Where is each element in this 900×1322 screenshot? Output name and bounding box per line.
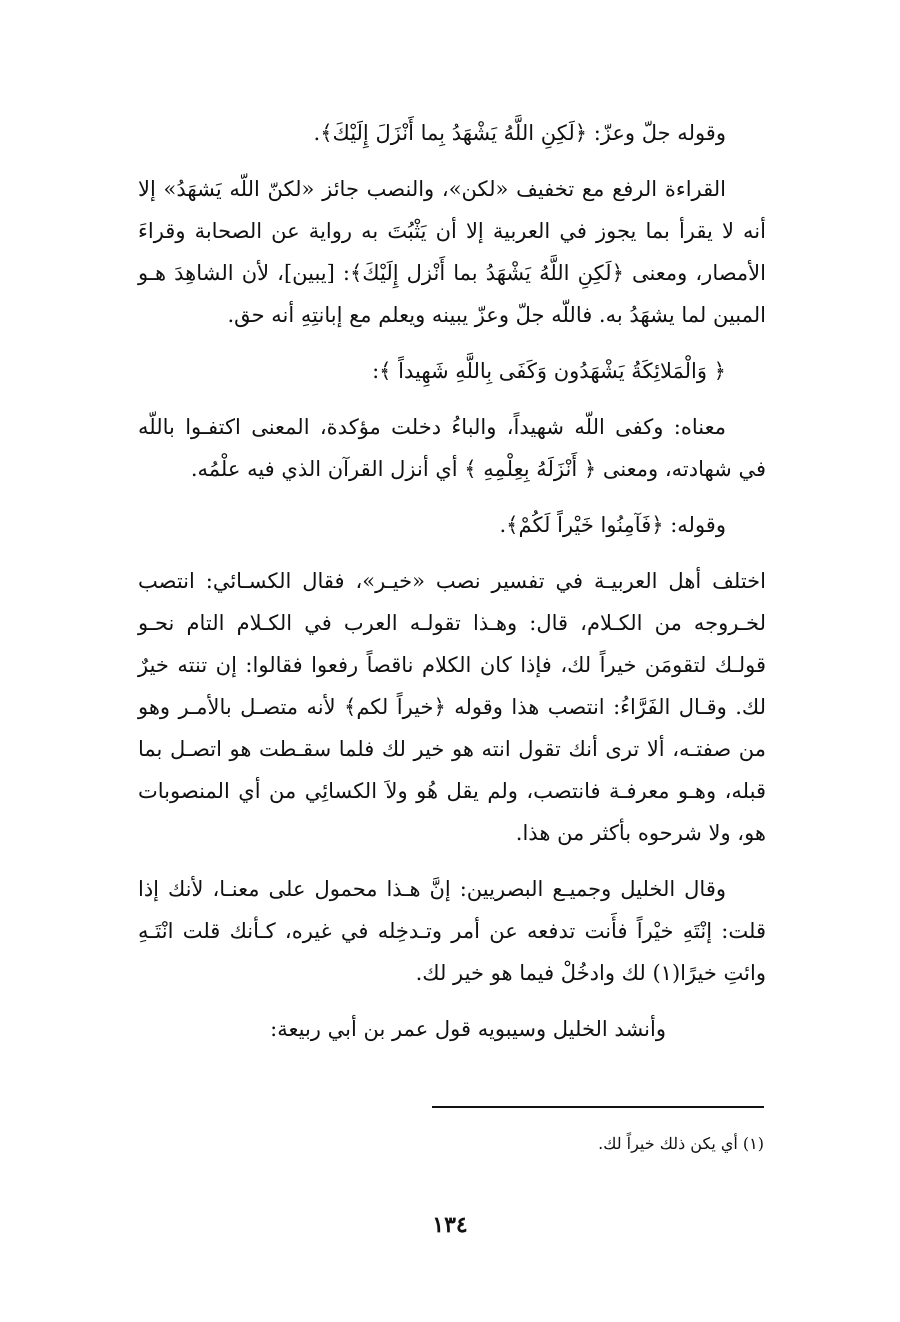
- footnote: (١) أي يكن ذلك خيراً لك.: [598, 1134, 764, 1153]
- paragraph-verse-quote-1: وقوله جلّ وعزّ: ﴿لَكِنِ اللَّهُ يَشْهَدُ بِما أَنْزَلَ إِلَيْكَ﴾.: [313, 121, 726, 145]
- paragraph-meaning: معناه: وكفى اللّه شهيداً، والباءُ دخلت مؤكدة، المعنى اكتفـوا باللّه في شهادته، ومعنى ﴿ أَنْزَلَهُ بِعِلْمِهِ ﴾ أي أنزل القرآن الذي فيه علْمُه.: [138, 415, 766, 481]
- footnote-divider: [432, 1106, 764, 1108]
- paragraph-verse-quote-3: وقوله: ﴿فَآمِنُوا خَيْراً لَكُمْ﴾.: [499, 513, 726, 537]
- page-number: ١٣٤: [432, 1212, 468, 1238]
- paragraph-reading-explanation: القراءة الرفع مع تخفيف «لكن»، والنصب جائز «لكنّ اللّه يَشهَدُ» إلا أنه لا يقرأ بما يجوز في العربية إلا أن يَثْبُتَ به رواية عن الصحابة وقراءَ الأمصار، ومعنى ﴿لَكِنِ اللَّهُ يَشْهَدُ بما أَنْزل إِلَيْكَ﴾: [يبين]، لأن الشاهِدَ هـو المبين لما يشهَدُ به. فاللّه جلّ وعزّ يبينه ويعلم مع إبانتِهِ أنه حق.: [138, 177, 766, 327]
- paragraph-grammar-dispute: اختلف أهل العربيـة في تفسير نصب «خيـر»، فقال الكسـائي: انتصب لخـروجه من الكـلام، قال: وهـذا تقولـه العرب في الكـلام التام نحـو قولـك لتقومَن خيراً لك، فإذا كان الكلام ناقصاً رفعوا فقالوا: إن تنته خيرٌ لك. وقـال الفَرَّاءُ: انتصب هذا وقوله ﴿خيراً لكم﴾ لأنه متصـل بالأمـر وهو من صفتـه، ألا ترى أنك تقول انته هو خير لك فلما سقـطت هو اتصـل بما قبله، وهـو معرفـة فانتصب، ولم يقل هُو ولاَ الكسائِي من أي المنصوبات هو، ولا شرحوه بأكثر من هذا.: [138, 569, 766, 845]
- main-text: [138, 112, 766, 1050]
- paragraph-poetry-intro: وأنشد الخليل وسيبويه قول عمر بن أبي ربيعة:: [270, 1017, 666, 1041]
- paragraph-khalil-view: وقال الخليل وجميـع البصريين: إنَّ هـذا محمول على معنـا، لأنك إذا قلت: إنْتَهِ خيْراً فأَنت تدفعه عن أمر وتـدخِله في غيره، كـأنك قلت انْتَـهِ وائتِ خيرًا(١) لك وادخُلْ فيما هو خير لك.: [138, 877, 766, 985]
- paragraph-verse-quote-2: ﴿ وَالْمَلائِكَةُ يَشْهَدُون وَكَفَى بِاللَّهِ شَهِيداً ﴾:: [372, 359, 726, 383]
